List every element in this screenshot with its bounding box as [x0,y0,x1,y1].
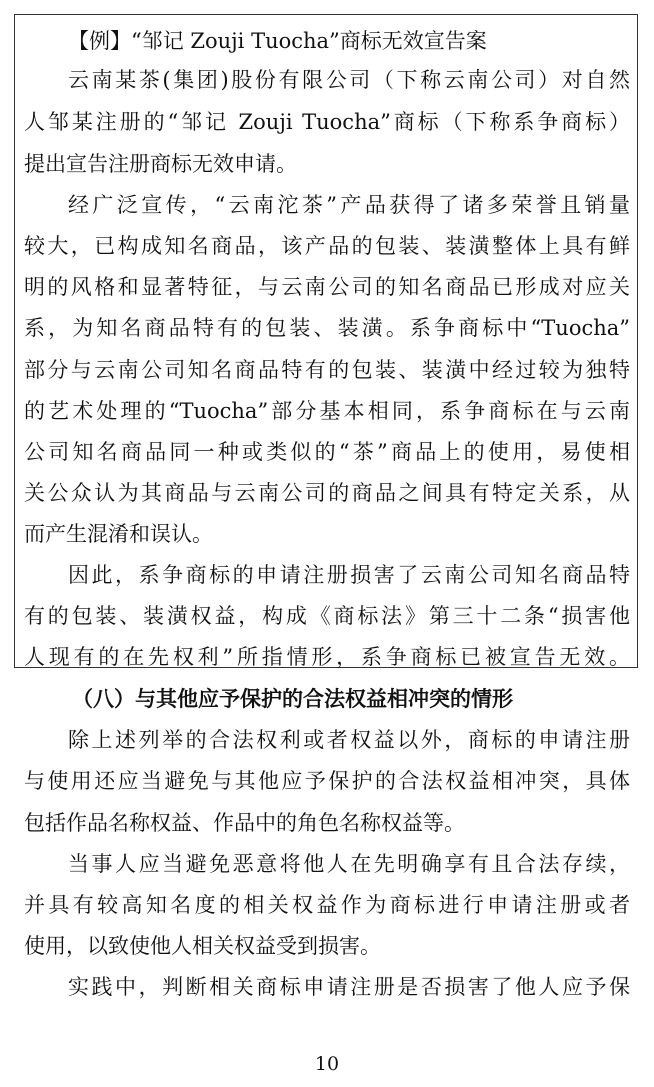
case-line: 关公众认为其商品与云南公司的商品之间具有特定关系，从 [24,481,630,505]
case-line: 明的风格和显著特征，与云南公司的知名商品已形成对应关 [24,275,630,299]
case-line: 经广泛宣传，“云南沱茶”产品获得了诸多荣誉且销量 [68,193,630,217]
body-line: 与使用还应当避免与其他应予保护的合法权益相冲突，具体 [24,769,630,793]
body-line: 当事人应当避免恶意将他人在先明确享有且合法存续， [68,852,630,876]
case-line: 因此，系争商标的申请注册损害了云南公司知名商品特 [68,563,630,587]
case-line: 的艺术处理的“Tuocha”部分基本相同，系争商标在与云南 [24,399,630,423]
case-line: 系，为知名商品特有的包装、装潢。系争商标中“Tuocha” [24,316,630,340]
case-line: 人邹某注册的“邹记 Zouji Tuocha”商标（下称系争商标） [24,110,630,134]
case-line: 部分与云南公司知名商品特有的包装、装潢中经过较为独特 [24,358,630,382]
section-heading: （八）与其他应予保护的合法权益相冲突的情形 [72,686,513,711]
body-line: 包括作品名称权益、作品中的角色名称权益等。 [24,811,465,835]
case-line: 人现有的在先权利”所指情形，系争商标已被宣告无效。 [24,645,630,669]
case-title: 【例】“邹记 Zouji Tuocha”商标无效宣告案 [68,29,487,53]
page-number: 10 [314,1053,340,1075]
case-line: 有的包装、装潢权益，构成《商标法》第三十二条“损害他 [24,604,630,628]
body-line: 并具有较高知名度的相关权益作为商标进行申请注册或者 [24,893,630,917]
body-line: 使用，以致使他人相关权益受到损害。 [24,934,381,958]
body-line: 除上述列举的合法权利或者权益以外，商标的申请注册 [68,728,630,752]
case-line: 云南某茶(集团)股份有限公司（下称云南公司）对自然 [68,68,630,92]
body-line: 实践中，判断相关商标申请注册是否损害了他人应予保 [68,975,630,999]
case-line: 提出宣告注册商标无效申请。 [24,152,297,176]
case-line: 较大，已构成知名商品，该产品的包装、装潢整体上具有鲜 [24,234,630,258]
case-line: 公司知名商品同一种或类似的“茶”商品上的使用，易使相 [24,440,630,464]
case-line: 而产生混淆和误认。 [24,522,213,546]
